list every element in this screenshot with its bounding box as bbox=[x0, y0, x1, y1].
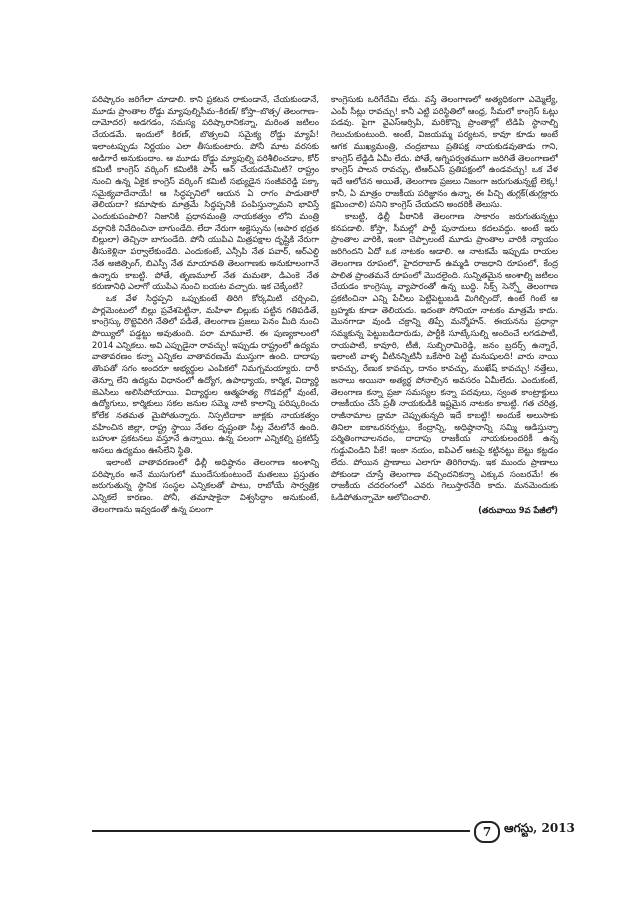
footer-rule bbox=[92, 830, 470, 832]
paragraph: పరిష్కారం జరిగేలా చూడాలి. కాని ప్రకటన రాకుండానే, చేయకుండానే, మూడు ప్రాంతాల రోడ్డు మ్యాపుల్నిసీమ–కిరణ్/ కోస్తా–బొత్స/ తెలంగాణ–దామోదర) అడగడం, సమస్య పరిష్కారానికన్నా, మరింత జటిలం చేయడమే. ఇందులో కిరణ్, బొత్సలవి సమైక్య రోడ్డు మ్యాపే! ఇలాంటప్పుడు నిర్ణయం ఎలా తీసుకుంటారు. పోనీ మాట వరసకు అడిగారే అనుకుందాం. ఆ మూడు రోడ్డు మ్యాపుల్ని పరిశీలించడాం, కోర్ కమిటీ కాంగ్రెస్ వర్కింగ్ కమిటీకి పాస్ ఆన్ చేయడమేమిటి? రాష్ట్రం నుంచి ఉన్న ఏకైక కాంగ్రెస్ వర్కింగ్ కమిటీ సభ్యుడైన సంజీవరెడ్డి పక్కా సమైక్యవాదేనాయే! ఆ సిద్ధప్పనిలో ఆయన ఏ రాగం పాడుతారో తెలియదా? కమాషాకు మాత్రమే సిద్ధప్పనికి పంపిస్తున్నామని భావిస్తే ఎందుకుపంపాలి? నిజానికి ప్రధానమంత్రి నాయకత్వం లోని మంత్రి వర్గానికి నివేదించినా బాగుండేది. లేదా నేరుగా అక్టెస్సును (అపార భద్రత బిల్లులా) తెచ్చినా బాగుండేది. పోనీ యుపిఎ మిత్రపక్షాల దృష్టికి నేరుగా తీసుకెళ్లినా పర్వాలేకుండేది. ఎందుకంటే, ఎన్సీపి నేత పవార్, ఆర్ఎల్డి నేత అజిత్సింగ్, బిఎస్పీ నేత మాయావతి తెలంగాణకు అనుకూలంగానే ఉన్నారు కాబట్టి. పోతే, తృణమూల్ నేత మమతా, డిఎంకె నేత కరుణానిధి ఎలాగో యుపిఎ నుంచి బయట వచ్చారు. ఇక చెక్కేంటి? bbox=[92, 94, 319, 292]
article-column-right bbox=[331, 94, 558, 816]
article-body bbox=[92, 94, 558, 816]
continuation-note: (తరువాయి 9వ పేజీలో) bbox=[478, 504, 558, 515]
article-column-left bbox=[92, 94, 319, 816]
page-number: 7 bbox=[474, 821, 500, 843]
issue-date: ఆగస్టు, 2013 bbox=[504, 821, 575, 835]
continuation-note-row bbox=[331, 505, 558, 517]
paragraph: ఒక వేళ సిద్ధప్పని ఒప్పుకుంటే తిరిగి కోర్కమిటి చర్చించి, పార్లమెంటులో బిల్లు ప్రవేశపెట్టినా, మహిళా బిల్లుకు పట్టిన గతిపడితే, కాంగ్రెస్కు రొట్టెవిరిగి నేతిలో పడితే, తెలంగాణ ప్రజలు పెనం మీది నుంచి పొయ్యిలో పడ్డట్టు అవుతుంది. పరా మామూలే. ఈ పుణ్యకాలంలో 2014 ఎన్నికలు. అవి ఎప్పుడైనా రావచ్చు! ఇప్పుడు రాష్ట్రంలో ఉద్యమ వాతావరణం కన్నా ఎన్నికల వాతావరణమే ముస్తుగా ఉంది. దాదాపు తొంపతో సగం అందరూ అభ్యర్థుల ఎంపికలో నిమగ్నమయ్యారు. దారీ తెన్నూ లేని ఉద్యమ విధానంలో ఉద్యోగ, ఉపాధ్యాయ, కార్మిక, విద్యార్థి జెఎసిలు అలిసిపోయాయి. విద్యార్థుల ఆత్మహత్య గొడవల్లో వుంటే, ఉద్యోగులు, కార్మికులు సకల జనుల సమ్మె నాటి కాలాన్ని పరిష్కరించు కోలేక నతమత మైపోతున్నారు. నిస్పటిదాకా జాక్లకు నాయకత్వం వహించిన జిల్లా, రాష్ట్ర స్థాయి నేతల దృష్టంతా సీట్ల వేటలోనే ఉంది. బహుశా ప్రకటనలు వస్తూనే ఉన్నాయి. ఉన్న పలంగా ఎన్నికల్ని ప్రకటిస్తే అసలు ఉద్యమం ఊసేలేని స్థితి. bbox=[92, 292, 319, 456]
paragraph: ఇలాంటి వాతావరణంలో ఢిల్లీ అధిష్ఠానం తెలంగాణ అంశాన్ని పరిష్కారం అనే ముసుగులో ముందేసుకుంటుందే మతలబు ప్రస్తుతం జరుగుతున్న స్థానిక సంస్థల ఎన్నికలతో పాటు, రాబోయే సార్వత్రిక ఎన్నికలే కారణం. పోనీ, తమాషాకైనా విశ్వసిద్దాం అనుకుంటే, తెలంగాణను ఇవ్వడంతో ఉన్న పలంగా bbox=[92, 456, 319, 514]
paragraph: కాబట్టి, ఢిల్లీ పీఠానికి తెలంగాణ సాకారం జరుగుతున్నట్టు కనపడాలి. కోస్తా, సీమల్లో పార్టీ పునాదులు కదలవద్దు. అంటే ఇరు ప్రాంతాల వారికి, ఇంకా చెప్పాలంటే మూడు ప్రాంతాల వారికి న్యాయం జరిగిందని ఏదో ఒక నాటకం ఆడాలి. ఆ నాటకమే ఇప్పుడు రాయల తెలంగాణ రూపంలో, హైదరాబాద్ ఉమ్మడి రాజధాని రూపంలో, కేంద్ర పాలిత ప్రాంతమనే రూపంలో మొదలైంది. సున్నితమైన అంశాల్ని జటిలం చేయడం కాంగ్రెస్కు వ్యాపారంతో ఉన్న బుద్ధి. సిక్స్ సెన్స్తో తెలంగాణ ప్రకటించినా ఎన్ని పేచీలు పెట్టిపెట్టుబడి మిగిల్చిందో, ఉంటే గింటే ఆ బ్రహ్మకు కూడా తెలియదు. ఇదంతా సోనియా నాటకం మాత్రమే కాదు. మొనగాడా వుండి చక్రాన్ని తిప్పే మన్మోహన్. ఈయనను ప్రధాన్గా సమ్మకున్న పెట్టుబడిదారుడు, పార్టీకి సూట్కేసుల్ని అందించే లగడపాటీ, రాయపాటి, కావూరి, టీజీ, సుబ్బిరామిరెడ్డి, జనం బ్రదర్స్ ఉన్నారే, ఇలాంటి వాళ్ళ వీటినన్నిటినీ ఒకేసారి పెట్టి మనుషులది! వారు నాయి కావచ్చు, రేణుక కావచ్చు, దానం కావచ్చు, ముఖేష్ కావచ్చు! నత్తేలు, జనాలు అయినా అత్యర్థ పోనాల్సిన అవసరం ఏమీలేదు. ఎందుకంటే, తెలంగాణ కన్నా ప్రజా సమస్యల కన్నా పదవులు, స్వంత కాంట్రాక్టులు రాజకీయం చేసే ప్రతీ నాయకుడికి ఇష్టమైన నాటకం కాబట్టి. గత చరిత్ర, రాజీనామాల డ్రామా చెప్పుతున్నది ఇదే కాబట్టి! అందుకే అలుసాకు తినిలా ఐకాఒరనర్సట్టు, కేంద్రాన్ని, అధిష్ఠానాన్ని సమ్మి ఆడిస్తున్నా పర్మితింగావాలనదం, దాదాపు రాజకీయ నాయకులందరికీ ఉన్న గుడ్డువిండిని పీకే! ఇంకా నయం, ఐపిఎల్ ఆటపై కట్టినట్టు బెట్టు కట్టడం లేదు. పోయిన ప్రాణాలు ఎలాగూ తిరిగిరావు. ఇక ముందు ప్రాణాలు పోకుండా చూస్తే తెలంగాణ వచ్చిందనికన్నా ఎక్కువ సంబరమే! ఈ రాజకీయ చదరంగంలో ఎవరు గెలుస్తారనేది కాదు. మనమెందుకు ఓడిపోతున్నామో ఆలోచించాలి. bbox=[331, 211, 558, 502]
paragraph: కాంగ్రెసుకు ఒరిగేదేమి లేదు. వస్తే తెలంగాణలో అత్యధికంగా ఎమ్మెల్యే, ఎంపీ సీట్లు రావచ్చు! కానీ ఎట్టి పరిస్థితిలో ఆంధ్ర, సీమలో కాంగ్రెస్ ఓట్లు పడవు. పైగా వైఎస్ఆర్సిపి, మరికొన్ని ప్రాంతాల్లో టిడిపి స్థానాల్ని గెలుచుకుంటుంది. అంటే, విజయమ్మ పర్యటన, కావూ కూడు అంటే ఆగక ముఖ్యమంత్రి, చంద్రబాబు ప్రతిపక్ష నాయకుడవుతాడు గాని, కాంగ్రెస్ లేడ్డిడి ఏమీ లేదు. పోతే, అగ్నిపర్వతముగా జరిగితే తెలంగాణలో కాంగ్రెస్ పాలన రావచ్చు, టిఆర్ఎస్ ప్రతిపక్షంలో ఉండవచ్చు! ఒక వేళ ఇదే ఆలోచన అయితే, తెలంగాణ ప్రజలు నిజంగా జరుగుతున్నట్టే లెక్క! కానీ, ఏ మాత్రం రాజకీయ పరిజ్ఞానం ఉన్నా, ఈ పిచ్చి తుగ్లక్(తుగ్లక్గారు క్షమించాలి) పనిని కాంగ్రెస్ చేయదని అందరికీ తెలుసు. bbox=[331, 94, 558, 210]
